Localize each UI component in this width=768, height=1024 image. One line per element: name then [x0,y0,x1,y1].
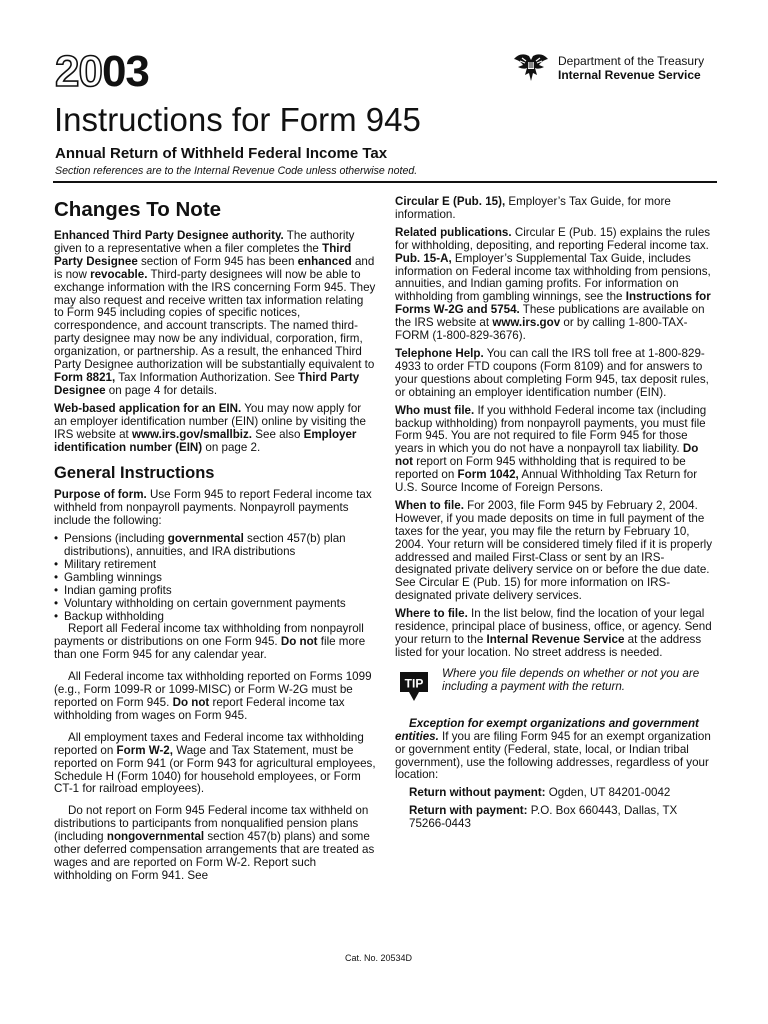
tax-year [55,48,149,96]
circular-e-paragraph: Circular E (Pub. 15), Employer’s Tax Guide, for more information. [395,195,671,221]
agency-block [511,48,716,88]
purpose-paragraph: Purpose of form. Use Form 945 to report Federal income tax withheld from nonpayroll payments. Nonpayroll payments include the following: [54,488,372,528]
section-reference-note: Section references are to the Internal Revenue Code unless otherwise noted. [55,165,418,177]
list-item: • Voluntary withholding on certain government payments [54,598,376,611]
all-employment-paragraph: All employment taxes and Federal income tax withholding reported on Form W-2, Wage and Tax Statement, must be reported on Form 941 (or Form 943 for agricultural employees, Schedule H (Form 1040) for household employees, or Form CT-1 for railroad employees). [54,730,376,796]
related-publications-paragraph: Related publications. Circular E (Pub. 15) explains the rules for withholding, depositing, and reporting Federal income tax. Pub. 15-A, Employer’s Supplemental Tax Guide, includes information on Federal income tax withholding from pensions, annuities, and Indian gaming profits. For information on withholding from gambling winnings, see the Instructions for Forms W-2G and 5754. These publications are available on the IRS website at www.irs.gov or by calling 1-800-TAX-FORM (1-800-829-3676). [395,225,711,343]
list-item: • Gambling winnings [54,572,376,585]
header-divider [53,181,717,183]
list-item: • Military retirement [54,559,376,572]
changes-heading: Changes To Note [54,198,222,221]
return-without-payment: Return without payment: Ogden, UT 84201-0042 [409,786,671,800]
page-title: Instructions for Form 945 [54,101,421,138]
tax-year-solid: 03 [101,47,149,96]
where-to-file-paragraph: Where to file. In the list below, find the location of your legal residence, principal place of business, office, or agency. Send your return to the Internal Revenue Service at the address listed for your location. No street address is needed. [395,607,712,659]
when-to-file-paragraph: When to file. For 2003, file Form 945 by February 2, 2004. However, if you made deposits on time in full payment of the taxes for the year, you may file the return by February 10, 2004. Your return will be considered timely filed if it is properly addressed and mailed First-Class or sent by an IRS-designated private delivery service on or before the due date. See Circular E (Pub. 15) for more information on IRS-designated private delivery services. [395,498,713,603]
tip-callout [395,668,715,708]
list-item: • Pensions (including governmental section 457(b) plan distributions), annuities, and IRA distributions [54,533,376,559]
list-item: • Backup withholding [54,611,376,624]
exception-paragraph: Exception for exempt organizations and government entities. If you are filing Form 945 for an exempt organization or government entity (Federal, state, local, or Indian tribal government), use the following addresses, regardless of your location: [395,716,711,782]
page-subtitle: Annual Return of Withheld Federal Income Tax [55,145,388,162]
list-item: • Indian gaming profits [54,585,376,598]
report-all-paragraph: Report all Federal income tax withholding from nonpayroll payments or distributions on one Form 945. Do not file more than one Form 945 for any calendar year. [54,622,366,662]
tip-text: Where you file depends on whether or not you are including a payment with the return. [442,666,700,693]
ein-paragraph: Web-based application for an EIN. You may now apply for an employer identification number (EIN) online by visiting the IRS website at www.irs.gov/smallbiz. See also Employer identification number (EIN) on page 2. [54,401,366,454]
return-with-payment: Return with payment: P.O. Box 660443, Dallas, TX 75266-0443 [409,804,678,831]
tax-year-outline: 20 [55,47,102,96]
telephone-help-paragraph: Telephone Help. You can call the IRS toll free at 1-800-829-4933 to order FTD coupons (Form 8109) and for answers to your questions about completing Form 945, tax deposit rules, or obtaining an employer identification number (EIN). [395,346,709,399]
tip-icon-label: TIP [404,676,424,691]
agency-department: Department of the Treasury [558,54,705,68]
do-not-report-paragraph: Do not report on Form 945 Federal income tax withheld on distributions to participants from nonqualified pension plans (including nongovernmental section 457(b) plans) and some other deferred compensation arrangements that are treated as wages and are reported on Form W-2. Report such withholding on Form 941. See [54,804,375,882]
general-instructions-heading: General Instructions [54,464,215,483]
who-must-file-paragraph: Who must file. If you withhold Federal income tax (including backup withholding) from nonpayroll payments, you must file Form 945. You are not required to file Form 945 for those years in which you do not have a nonpayroll tax liability. Do not report on Form 945 withholding that is required to be reported on Form 1042, Annual Withholding Tax Return for U.S. Source Income of Foreign Persons. [395,403,707,495]
tip-icon [395,668,433,704]
tpd-paragraph: Enhanced Third Party Designee authority. The authority given to a representative when a filer completes the Third Party Designee section of Form 945 has been enhanced and is now revocable. Third-party designees will now be able to exchange information with the IRS concerning Form 945. They may also request and receive written tax information relating to Form 945 including copies of specific notices, correspondence, and account transcripts. The named third-party designee may now be any individual, corporation, firm, organization, or partnership. As a result, the enhanced Third Party Designee authorization will be substantially equivalent to Form 8821, Tax Information Authorization. See Third Party Designee on page 4 for details. [54,229,376,397]
agency-irs: Internal Revenue Service [558,68,701,82]
right-column [395,196,715,836]
all-federal-paragraph: All Federal income tax withholding reported on Forms 1099 (e.g., Form 1099-R or 1099-MISC) or Form W-2G must be reported on Form 945. Do not report Federal income tax withholding from wages on Form 945. [54,670,372,722]
irs-eagle-logo-icon [511,51,551,85]
catalog-number: Cat. No. 20534D [345,953,413,963]
left-column [54,196,376,888]
